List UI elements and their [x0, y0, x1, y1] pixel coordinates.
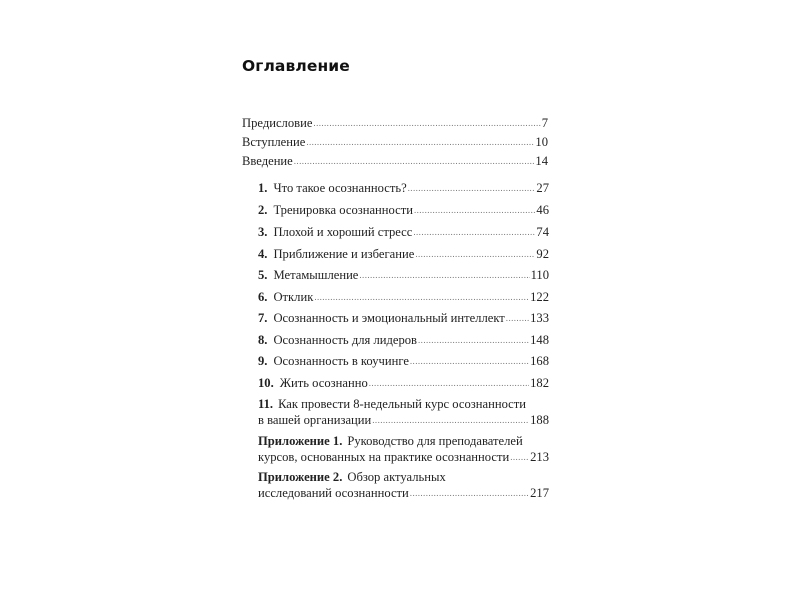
toc-entry-appendix-2[interactable]: [258, 469, 549, 502]
entry-page: 217: [530, 486, 549, 500]
entry-first-line: [258, 433, 549, 449]
entry-label-continued: исследований осознанности: [258, 486, 409, 500]
toc-entry-appendix-1[interactable]: [258, 433, 549, 466]
toc-entry-chapter-4[interactable]: [258, 246, 549, 263]
chapter-number: 8.: [258, 333, 268, 347]
dot-leader: [410, 485, 529, 501]
entry-label: Метамышление: [273, 268, 359, 282]
dot-leader: [313, 115, 540, 131]
dot-leader: [413, 224, 535, 240]
entry-last-line: [258, 485, 549, 502]
toc-entry-preface[interactable]: [242, 134, 548, 151]
appendix-prefix: Приложение 1.: [258, 434, 343, 448]
dot-leader: [314, 289, 529, 305]
chapter-number: 1.: [258, 181, 268, 195]
entry-first-line: [258, 469, 549, 485]
entry-label: Введение: [242, 154, 293, 168]
toc-entry-chapter-6[interactable]: [258, 289, 549, 306]
dot-leader: [359, 267, 529, 283]
entry-label: Осознанность и эмоциональный интеллект: [273, 311, 505, 325]
entry-page: 188: [530, 413, 549, 427]
dot-leader: [418, 332, 529, 348]
toc-entry-introduction[interactable]: [242, 153, 548, 170]
toc-entry-chapter-8[interactable]: [258, 332, 549, 349]
dot-leader: [372, 412, 529, 428]
entry-last-line: [258, 449, 549, 466]
entry-page: 92: [536, 247, 549, 261]
chapter-number: 6.: [258, 290, 268, 304]
chapter-number: 11.: [258, 397, 274, 411]
entry-label: Осознанность в коучинге: [273, 354, 409, 368]
page-title: Оглавление: [242, 57, 350, 75]
chapter-number: 3.: [258, 225, 268, 239]
entry-label: Как провести 8-недельный курс осознанности: [278, 397, 527, 411]
chapter-number: 2.: [258, 203, 268, 217]
toc-entry-chapter-7[interactable]: [258, 310, 549, 327]
entry-label: Осознанность для лидеров: [273, 333, 418, 347]
dot-leader: [306, 134, 534, 150]
entry-page: 133: [530, 311, 549, 325]
entry-label: Руководство для преподавателей: [347, 434, 523, 448]
entry-label: Жить осознанно: [279, 376, 368, 390]
entry-page: 10: [535, 135, 548, 149]
entry-page: 14: [535, 154, 548, 168]
entry-page: 182: [530, 376, 549, 390]
toc-entry-chapter-1[interactable]: [258, 180, 549, 197]
dot-leader: [414, 202, 535, 218]
chapter-number: 10.: [258, 376, 274, 390]
chapter-number: 7.: [258, 311, 268, 325]
entry-page: 46: [536, 203, 549, 217]
dot-leader: [415, 246, 535, 262]
entry-label: Тренировка осознанности: [273, 203, 413, 217]
entry-label: Приближение и избегание: [273, 247, 415, 261]
dot-leader: [510, 449, 529, 465]
chapter-number: 5.: [258, 268, 268, 282]
entry-page: 110: [530, 268, 549, 282]
chapter-number: 9.: [258, 354, 268, 368]
dot-leader: [506, 310, 529, 326]
chapter-number: 4.: [258, 247, 268, 261]
entry-label: Плохой и хороший стресс: [273, 225, 413, 239]
entry-page: 213: [530, 450, 549, 464]
entry-first-line: [258, 396, 549, 412]
entry-label-continued: в вашей организации: [258, 413, 372, 427]
entry-label: Вступление: [242, 135, 306, 149]
entry-page: 148: [530, 333, 549, 347]
entry-page: 74: [536, 225, 549, 239]
toc-entry-chapter-11[interactable]: [258, 396, 549, 429]
dot-leader: [410, 353, 529, 369]
entry-label: Что такое осознанность?: [273, 181, 407, 195]
toc-entry-chapter-2[interactable]: [258, 202, 549, 219]
entry-last-line: [258, 412, 549, 429]
entry-label-continued: курсов, основанных на практике осознанности: [258, 450, 510, 464]
dot-leader: [369, 375, 529, 391]
entry-label: Обзор актуальных: [347, 470, 446, 484]
toc-entry-chapter-9[interactable]: [258, 353, 549, 370]
toc-entry-foreword[interactable]: [242, 115, 548, 132]
entry-page: 122: [530, 290, 549, 304]
entry-label: Отклик: [273, 290, 314, 304]
entry-page: 168: [530, 354, 549, 368]
toc-entry-chapter-3[interactable]: [258, 224, 549, 241]
appendix-prefix: Приложение 2.: [258, 470, 343, 484]
dot-leader: [408, 180, 536, 196]
entry-label: Предисловие: [242, 116, 313, 130]
toc-entry-chapter-5[interactable]: [258, 267, 549, 284]
dot-leader: [294, 153, 535, 169]
toc-entry-chapter-10[interactable]: [258, 375, 549, 392]
entry-page: 27: [536, 181, 549, 195]
entry-page: 7: [541, 116, 548, 130]
